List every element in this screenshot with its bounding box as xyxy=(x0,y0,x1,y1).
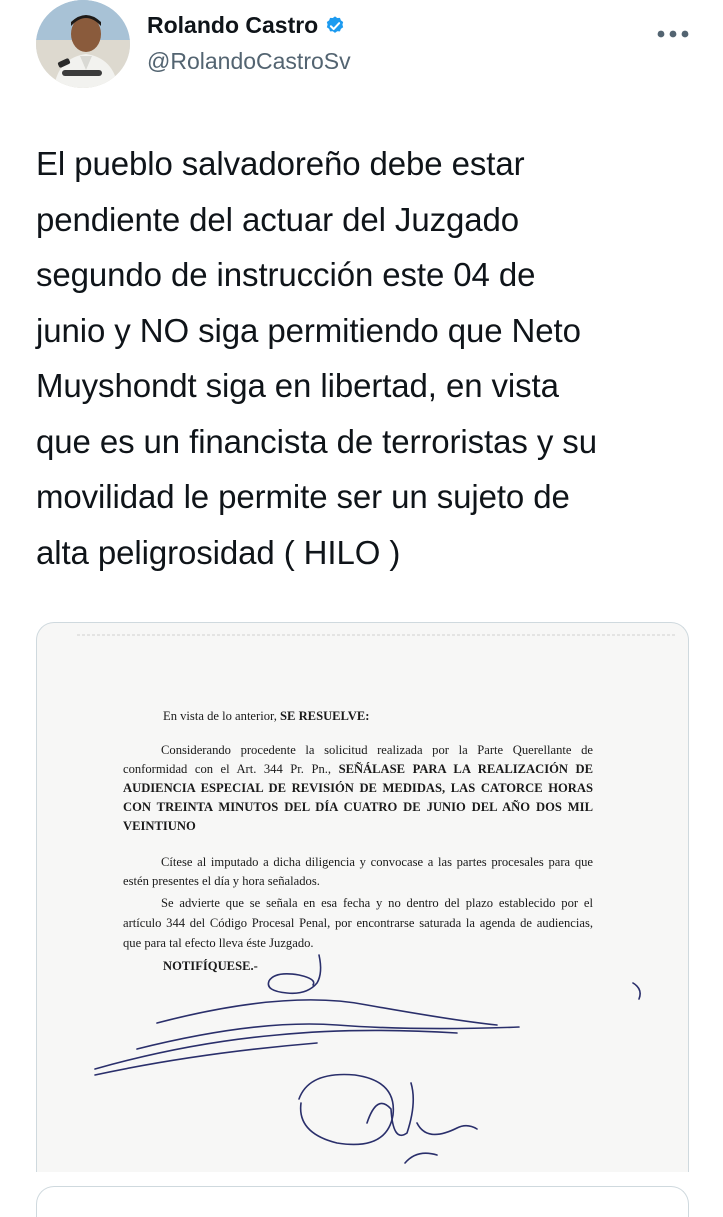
doc-para1-text: Considerando procedente la solicitud realizada por la Parte Querellante de conformidad con el Art. 344 Pr. Pn., xyxy=(123,743,593,776)
more-horizontal-icon[interactable] xyxy=(656,26,690,36)
author-name-row[interactable] xyxy=(147,12,346,39)
doc-paragraph-2: Cítese al imputado a dicha diligencia y convocase a las partes procesales para que estén presentes el día y hora señalados. xyxy=(123,855,593,888)
author-display-name[interactable]: Rolando Castro xyxy=(147,12,319,38)
doc-intro-bold: SE RESUELVE: xyxy=(280,709,370,723)
doc-intro-text: En vista de lo anterior, xyxy=(163,709,281,723)
doc-para1-bold: SEÑÁLASE PARA LA REALIZACIÓN DE AUDIENCIA ESPECIAL DE REVISIÓN DE MEDIDAS, LAS CATORCE HORAS CON TREINTA MINUTOS DEL DÍA CUATRO DE JUNIO DEL AÑO DOS MIL VEINTIUNO xyxy=(123,762,593,833)
doc-notify: NOTIFÍQUESE.- xyxy=(163,959,258,973)
tweet-media-image[interactable] xyxy=(36,622,689,1173)
avatar-photo xyxy=(36,0,130,88)
handwritten-signature xyxy=(37,623,688,1173)
next-tweet-card[interactable] xyxy=(36,1186,689,1217)
tweet-text: El pueblo salvadoreño debe estar pendiente del actuar del Juzgado segundo de instrucción este 04 de junio y NO siga permitiendo que Neto Muyshondt siga en libertad, en vista que es un financista de terroristas y su movilidad le permite ser un sujeto de alta peligrosidad ( HILO ) xyxy=(36,145,597,571)
tweet-header xyxy=(0,0,723,110)
verified-badge-icon xyxy=(324,15,346,37)
author-handle[interactable]: @RolandoCastroSv xyxy=(147,48,351,74)
doc-paragraph-3: Se advierte que se señala en esa fecha y no dentro del plazo establecido por el artículo 344 del Código Procesal Penal, por encontrarse saturada la agenda de audiencias, que para tal efecto lleva éste Juzgado. xyxy=(123,896,593,950)
avatar[interactable] xyxy=(36,0,130,88)
